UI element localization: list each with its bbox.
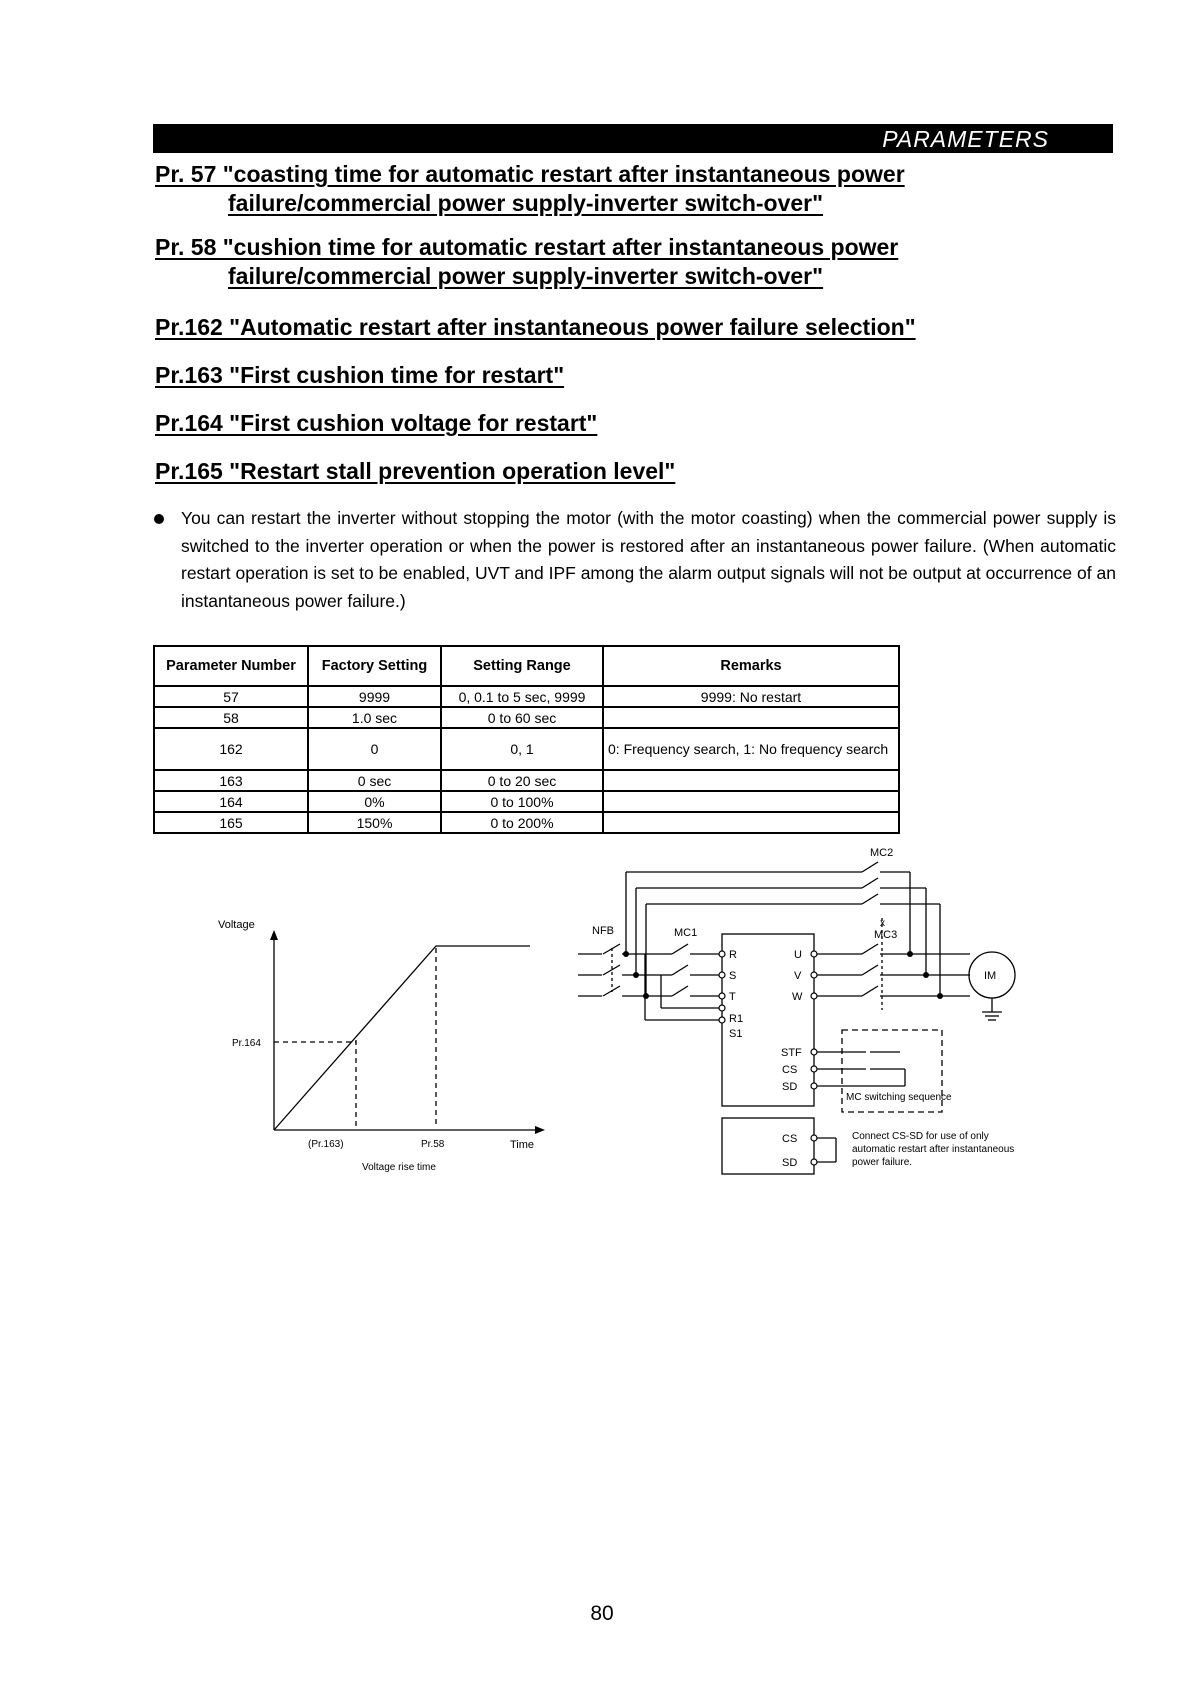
col-header-factory-setting: Factory Setting	[308, 646, 441, 686]
nfb-label: NFB	[592, 925, 614, 937]
section-banner	[153, 124, 1113, 153]
heading-pr58-line1: Pr. 58 "cushion time for automatic restart after instantaneous power	[155, 234, 899, 260]
mc2-label: MC2	[870, 847, 894, 859]
x-mark: x	[880, 918, 885, 929]
cell-param: 162	[154, 728, 308, 770]
cell-param: 163	[154, 770, 308, 791]
cell-param: 57	[154, 686, 308, 707]
graph-x-label: Time	[510, 1139, 535, 1151]
mc-sequence-label: MC switching sequence	[846, 1092, 952, 1103]
inverter-box-lower	[722, 1118, 814, 1174]
cell-range: 0 to 100%	[441, 791, 603, 812]
cs-sd-note-line3: power failure.	[852, 1157, 913, 1168]
page-number: 80	[590, 1602, 614, 1625]
heading-pr58-line2: failure/commercial power supply-inverter switch-over"	[228, 263, 824, 289]
terminal-r1: R1	[729, 1013, 744, 1025]
cell-remarks	[603, 770, 899, 791]
cell-remarks	[603, 791, 899, 812]
cell-range: 0 to 200%	[441, 812, 603, 833]
terminal-cs-lower: CS	[782, 1133, 798, 1145]
circuit-terminals	[719, 951, 817, 1165]
table-header-row	[154, 646, 899, 686]
y-axis-arrow-icon	[270, 930, 278, 940]
terminal-s1: S1	[729, 1028, 743, 1040]
heading-pr163: Pr.163 "First cushion time for restart"	[155, 362, 565, 388]
mc1-label: MC1	[674, 927, 698, 939]
graph-y-label: Voltage	[218, 919, 255, 931]
cell-param: 58	[154, 707, 308, 728]
voltage-curve	[274, 946, 530, 1130]
cell-factory: 150%	[308, 812, 441, 833]
cell-range: 0 to 20 sec	[441, 770, 603, 791]
graph-x-mark1: (Pr.163)	[308, 1139, 344, 1150]
cs-sd-note-line2: automatic restart after instantaneous	[852, 1144, 1015, 1155]
cell-factory: 0 sec	[308, 770, 441, 791]
cell-param: 165	[154, 812, 308, 833]
heading-pr162: Pr.162 "Automatic restart after instantaneous power failure selection"	[155, 314, 916, 340]
table-row	[154, 770, 899, 791]
motor-icon	[969, 952, 1015, 998]
table-row	[154, 686, 899, 707]
table-row	[154, 707, 899, 728]
terminal-cs: CS	[782, 1064, 798, 1076]
bullet-icon	[154, 514, 164, 524]
circuit-junctions	[623, 951, 943, 999]
cell-remarks: 9999: No restart	[603, 686, 899, 707]
cell-remarks: 0: Frequency search, 1: No frequency search	[603, 728, 899, 770]
cell-factory: 0	[308, 728, 441, 770]
motor-label: IM	[984, 970, 997, 982]
col-header-parameter-number: Parameter Number	[154, 646, 308, 686]
cell-remarks	[603, 707, 899, 728]
table-row	[154, 791, 899, 812]
cell-factory: 1.0 sec	[308, 707, 441, 728]
heading-pr57-line1: Pr. 57 "coasting time for automatic restart after instantaneous power	[155, 161, 905, 187]
heading-pr57	[155, 160, 905, 218]
terminal-r: R	[729, 949, 737, 961]
cell-param: 164	[154, 791, 308, 812]
terminal-w: W	[792, 991, 803, 1003]
terminal-sd: SD	[782, 1081, 798, 1093]
graph-y-mark: Pr.164	[232, 1038, 261, 1049]
table-row	[154, 728, 899, 770]
heading-pr165: Pr.165 "Restart stall prevention operation level"	[155, 458, 676, 484]
graph-caption: Voltage rise time	[362, 1162, 436, 1173]
cell-range: 0, 1	[441, 728, 603, 770]
graph-x-mark2: Pr.58	[421, 1139, 445, 1150]
table-row	[154, 812, 899, 833]
heading-pr57-line2: failure/commercial power supply-inverter switch-over"	[228, 190, 824, 216]
section-title: PARAMETERS	[882, 126, 1049, 152]
terminal-stf: STF	[781, 1047, 802, 1059]
x-axis-arrow-icon	[535, 1126, 545, 1134]
terminal-t: T	[729, 991, 736, 1003]
parameter-table	[153, 645, 900, 834]
heading-pr164: Pr.164 "First cushion voltage for restart"	[155, 410, 598, 436]
terminal-s: S	[729, 970, 737, 982]
heading-pr58	[155, 233, 898, 291]
cell-factory: 0%	[308, 791, 441, 812]
mc3-label: MC3	[874, 929, 898, 941]
inverter-box	[722, 934, 814, 1106]
col-header-setting-range: Setting Range	[441, 646, 603, 686]
bullet-paragraph: You can restart the inverter without stopping the motor (with the motor coasting) when the commercial power supply is switched to the inverter operation or when the power is restored after an instantaneous power failure. (When automatic restart operation is set to be enabled, UVT and IPF among the alarm output signals will not be output at occurrence of an instantaneous power failure.)	[181, 508, 1116, 611]
terminal-sd-lower: SD	[782, 1157, 798, 1169]
cell-factory: 9999	[308, 686, 441, 707]
terminal-v: V	[794, 970, 802, 982]
col-header-remarks: Remarks	[603, 646, 899, 686]
cell-range: 0, 0.1 to 5 sec, 9999	[441, 686, 603, 707]
circuit-diagram	[578, 862, 1015, 1174]
cs-sd-note-line1: Connect CS-SD for use of only	[852, 1131, 989, 1142]
cell-remarks	[603, 812, 899, 833]
cell-range: 0 to 60 sec	[441, 707, 603, 728]
mc-switching-sequence-box	[842, 1030, 942, 1112]
voltage-graph	[270, 930, 545, 1134]
terminal-u: U	[794, 949, 802, 961]
